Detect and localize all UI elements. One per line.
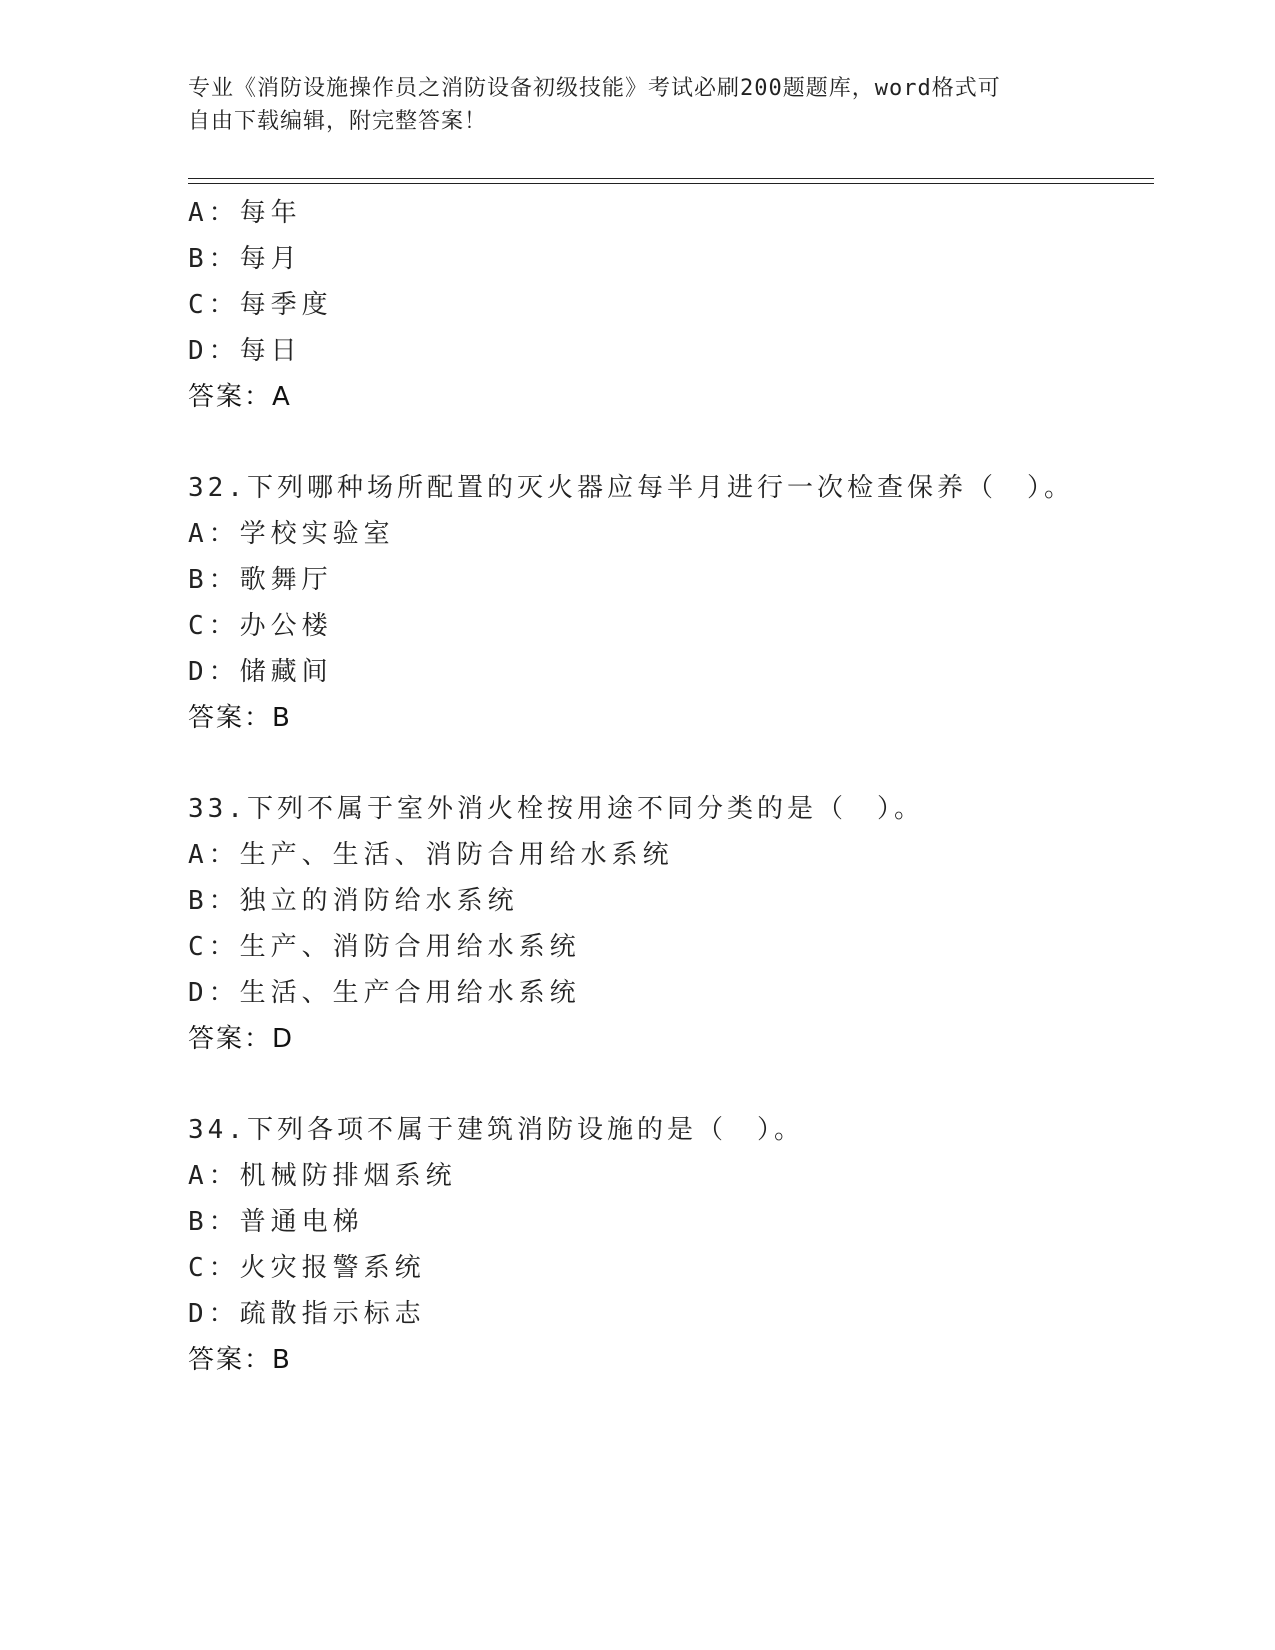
- option-c: C：每季度: [188, 290, 333, 320]
- question-title: 33.下列不属于室外消火栓按用途不同分类的是（ ）。: [188, 794, 924, 824]
- question-block-34: [188, 1107, 1148, 1383]
- option-b: B：每月: [188, 244, 302, 274]
- option-b: B：普通电梯: [188, 1207, 364, 1237]
- option-d: D：生活、生产合用给水系统: [188, 978, 581, 1008]
- header-line-2: 自由下载编辑，附完整答案！: [188, 109, 488, 134]
- question-block-32: [188, 465, 1148, 741]
- option-a: A：每年: [188, 198, 302, 228]
- question-title: 32.下列哪种场所配置的灭火器应每半月进行一次检查保养（ ）。: [188, 473, 1074, 503]
- option-c: C：生产、消防合用给水系统: [188, 932, 581, 962]
- option-a: A：学校实验室: [188, 519, 395, 549]
- question-title: 34.下列各项不属于建筑消防设施的是（ ）。: [188, 1115, 804, 1145]
- question-block-31: [188, 190, 1148, 420]
- question-list: [188, 190, 1148, 1383]
- option-c: C：办公楼: [188, 611, 333, 641]
- document-header: [188, 72, 1068, 138]
- answer-line: 答案：B: [188, 703, 292, 733]
- option-c: C：火灾报警系统: [188, 1253, 426, 1283]
- answer-line: 答案：A: [188, 382, 292, 412]
- header-divider-top: [188, 178, 1154, 179]
- option-b: B：歌舞厅: [188, 565, 333, 595]
- header-divider-bottom: [188, 183, 1154, 184]
- option-b: B：独立的消防给水系统: [188, 886, 519, 916]
- answer-line: 答案：B: [188, 1345, 292, 1375]
- option-a: A：机械防排烟系统: [188, 1161, 457, 1191]
- question-block-33: [188, 786, 1148, 1062]
- option-a: A：生产、生活、消防合用给水系统: [188, 840, 674, 870]
- option-d: D：疏散指示标志: [188, 1299, 426, 1329]
- header-line-1: 专业《消防设施操作员之消防设备初级技能》考试必刷200题题库，word格式可: [188, 76, 1001, 101]
- answer-line: 答案：D: [188, 1024, 295, 1054]
- option-d: D：每日: [188, 336, 302, 366]
- option-d: D：储藏间: [188, 657, 333, 687]
